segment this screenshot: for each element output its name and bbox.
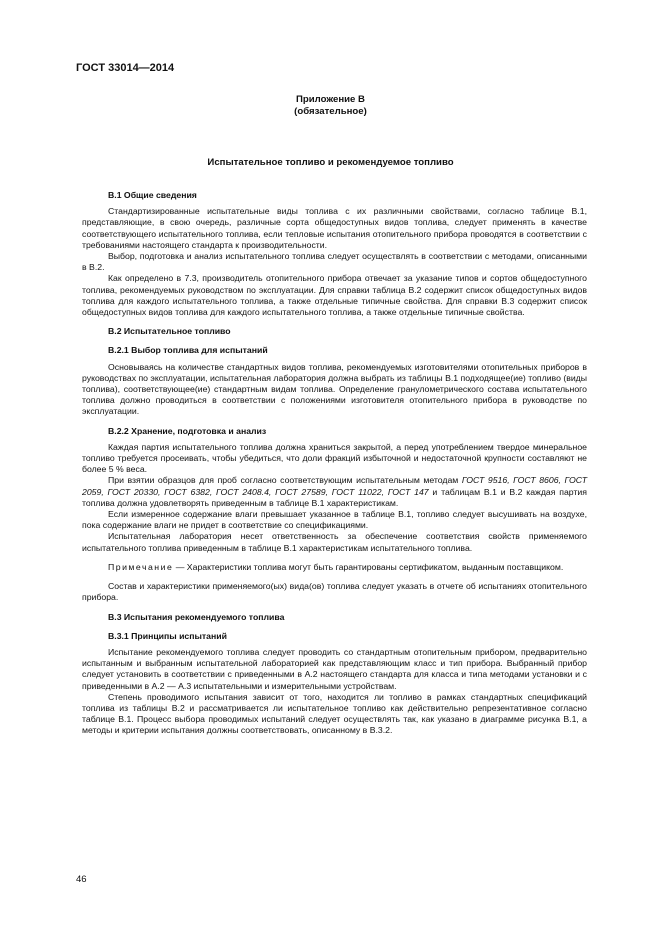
standards-list: ГОСТ 9516, ГОСТ 8606, ГОСТ 2059, ГОСТ 20330, ГОСТ 6382, ГОСТ 2408.4, ГОСТ 27589, ГОСТ 11022, ГОСТ 147 xyxy=(82,475,588,497)
annex-heading: Испытательное топливо и рекомендуемое топливо xyxy=(207,157,454,168)
document-body xyxy=(82,190,587,737)
subsection-heading-b22: В.2.2 Хранение, подготовка и анализ xyxy=(108,425,267,436)
annex-title: Приложение В xyxy=(296,94,365,105)
paragraph: Степень проводимого испытания зависит от того, находится ли топливо в рамках стандартных спецификаций топлива из таблицы В.2 и рассматривается ли испытательное топливо как действительно репрезентативное согласно таблице В.1. Процесс выбора проводимых испытаний следует осуществлять так, как указано в диаграмме рисунка В.1, а методы и критерии испытания должны соответствовать, описанному в В.3.2. xyxy=(82,691,587,736)
subsection-heading-b21: В.2.1 Выбор топлива для испытаний xyxy=(108,345,268,356)
note-text: — Характеристики топлива могут быть гарантированы сертификатом, выданным поставщиком. xyxy=(173,561,564,572)
paragraph: Как определено в 7.3, производитель отопительного прибора отвечает за указание типов и сортов общедоступного топлива, рекомендуемых руководством по эксплуатации. Для справки таблица В.2 содержит список общедоступных видов топлива для каждого испытательного топлива, а также отдельные типичные свойства. Для справки В.3 содержит список общедоступных видов топлива для каждого испытательного топлива, а также отдельные типичные свойства. xyxy=(82,273,587,318)
annex-status: (обязательное) xyxy=(294,106,367,117)
section-heading-b3: В.3 Испытания рекомендуемого топлива xyxy=(108,611,285,622)
section-heading-b1: В.1 Общие сведения xyxy=(108,190,197,200)
paragraph-sampling xyxy=(82,475,587,509)
paragraph-part: и таблицам В.1 и В.2 каждая партия топлива должна удовлетворять приведенным в таблице В.1 характеристикам. xyxy=(82,486,587,508)
paragraph: Состав и характеристики применяемого(ых) вида(ов) топлива следует указать в отчете об испытаниях отопительного прибора. xyxy=(82,581,587,603)
paragraph: Стандартизированные испытательные виды топлива с их различными свойствами, согласно таблице В.1, представляющие, в свою очередь, различные сорта общедоступных видов топлива, следует применять в качестве соответствующего испытательного топлива, если тепловые испытания отопительного прибора проводятся в соответствии с требованиями настоящего стандарта к производительности. xyxy=(82,206,587,250)
paragraph: Основываясь на количестве стандартных видов топлива, рекомендуемых изготовителями отопительных приборов в руководствах по эксплуатации, испытательная лаборатория должна выбрать из таблицы В.1 подходящее(ие) топливо (виды топлива), соответствующее(ие) стандартным видам топлива. Определение гранулометрического состава испытательного топлива должно проводиться в соответствии с положениями изготовителя отопительного прибора в руководстве по эксплуатации. xyxy=(82,361,587,417)
paragraph: Если измеренное содержание влаги превышает указанное в таблице В.1, топливо следует высушивать на воздухе, пока содержание влаги не придет в соответствие со спецификациями. xyxy=(82,509,587,531)
paragraph: Испытательная лаборатория несет ответственность за обеспечение соответствия свойств применяемого испытательного топлива приведенным в таблице В.1 характеристикам испытательного топлива. xyxy=(82,531,587,553)
paragraph: Испытание рекомендуемого топлива следует проводить со стандартным отопительным прибором, предварительно испытанным и выбранным испытательной лабораторией как представляющим класс и тип прибора. Выбранный прибор следует установить в соответствии с приведенными в А.2 настоящего стандарта для класса и типа методами установки и с приведенными в А.2 — А.3 испытательными и измерительными устройствам. xyxy=(82,646,587,691)
paragraph: Каждая партия испытательного топлива должна храниться закрытой, а перед употреблением твердое минеральное топливо требуется просеивать, чтобы убедиться, что доли фракций избыточной и недостаточной крупности составляют не более 5 % веса. xyxy=(82,441,587,475)
paragraph-part: При взятии образцов для проб согласно соответствующим испытательным методам xyxy=(108,475,462,486)
section-heading-b2: В.2 Испытательное топливо xyxy=(108,326,231,337)
page-number: 46 xyxy=(76,874,87,885)
paragraph: Выбор, подготовка и анализ испытательного топлива следует осуществлять в соответствии с методами, описанными в В.2. xyxy=(82,251,587,273)
note-label: Примечание xyxy=(108,561,174,572)
note xyxy=(82,562,587,573)
subsection-heading-b31: В.3.1 Принципы испытаний xyxy=(108,630,227,641)
standard-header: ГОСТ 33014—2014 xyxy=(76,62,175,74)
